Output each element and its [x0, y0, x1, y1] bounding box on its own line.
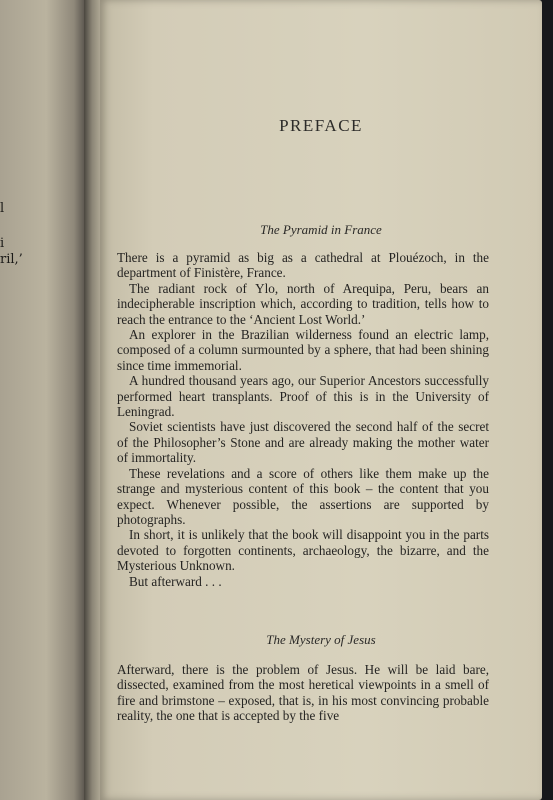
section-title-jesus: The Mystery of Jesus	[266, 632, 376, 647]
paragraph: In short, it is unlikely that the book will disappoint you in the parts devoted to forgotten continents, archaeology, the bizarre, and the Mysterious Unknown.	[117, 527, 489, 574]
paragraph: There is a pyramid as big as a cathedral at Plouézoch, in the department of Finistère, France.	[117, 250, 489, 281]
paragraph: These revelations and a score of others like them make up the strange and mysterious content of this book – the content that you expect. Whenever possible, the assertions are supported by photographs.	[117, 465, 489, 527]
paragraph: But afterward . . .	[129, 573, 222, 589]
paragraph: Afterward, there is the problem of Jesus. He will be laid bare, dissected, examined from the most heretical viewpoints in a smell of fire and brimstone – exposed, that is, in his most convincing probable reality, the one that is accepted by the five	[117, 662, 489, 724]
paragraph: Soviet scientists have just discovered the second half of the secret of the Philosopher’s Stone and are already making the mother water of immortality.	[117, 419, 489, 466]
section-body-jesus	[117, 662, 489, 724]
left-page-text-fragment: i	[0, 236, 5, 251]
left-page-text-fragment: ril,’	[0, 252, 23, 267]
page-heading: PREFACE	[279, 116, 363, 135]
section-title-pyramid: The Pyramid in France	[260, 222, 382, 237]
paragraph: The radiant rock of Ylo, north of Arequipa, Peru, bears an indecipherable inscription which, according to tradition, tells how to reach the entrance to the ‘Ancient Lost World.’	[117, 280, 489, 327]
paragraph: A hundred thousand years ago, our Superior Ancestors successfully performed heart transplants. Proof of this is in the University of Leningrad.	[117, 373, 489, 420]
background-edge	[542, 0, 553, 800]
left-page	[0, 0, 84, 800]
paragraph: An explorer in the Brazilian wilderness found an electric lamp, composed of a column surmounted by a sphere, that had been shining since time immemorial.	[117, 327, 489, 373]
section-body-pyramid	[117, 250, 489, 589]
left-page-text-fragment: l	[0, 201, 5, 216]
